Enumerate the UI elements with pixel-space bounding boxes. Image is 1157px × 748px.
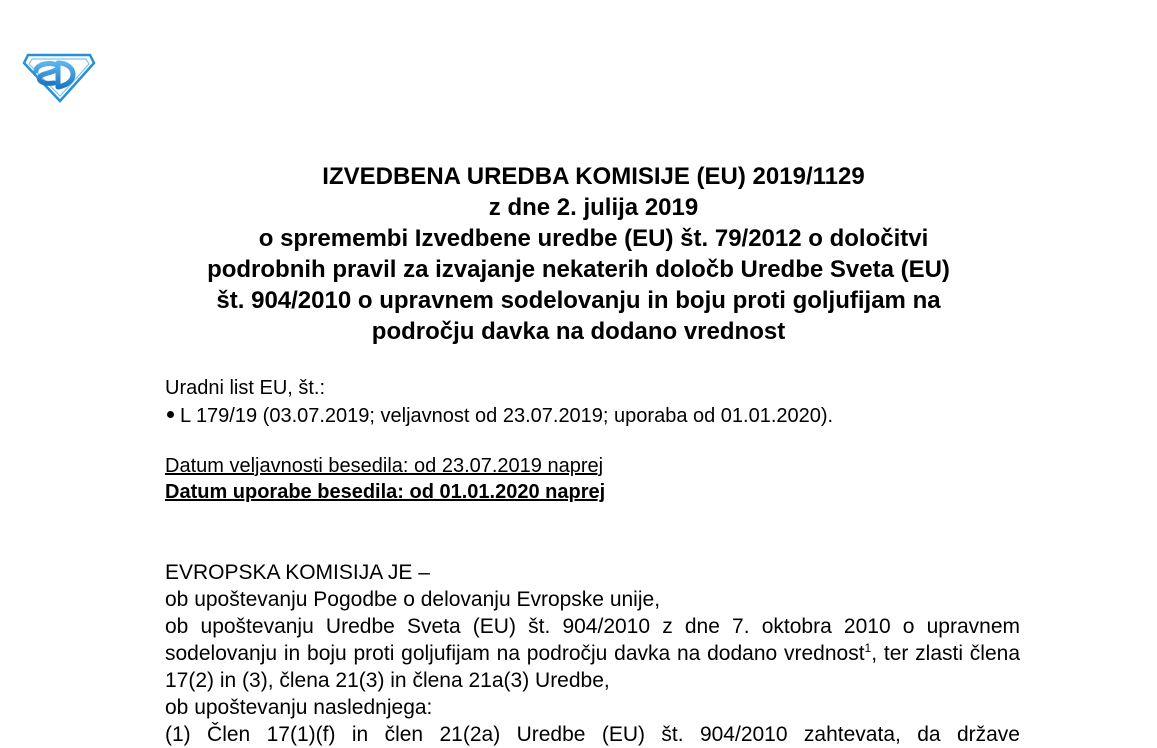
- document-body: [137, 559, 1020, 748]
- title-line-3: o spremembi Izvedbene uredbe (EU) št. 79/2012 o določitvi: [258, 225, 929, 252]
- title-line-6: področju davka na dodano vrednost: [371, 318, 786, 345]
- application-date: Datum uporabe besedila: od 01.01.2020 naprej: [165, 481, 606, 503]
- paragraph-regulation: [137, 613, 1020, 694]
- paragraph-recital-1: (1) Člen 17(1)(f) in člen 21(2a) Uredbe (EU) št. 904/2010 zahtevata, da države: [165, 723, 1020, 746]
- title-line-5: št. 904/2010 o upravnem sodelovanju in boju proti goljufijam na: [216, 287, 941, 314]
- journal-reference: [165, 374, 833, 430]
- journal-label: Uradni list EU, št.:: [165, 377, 326, 399]
- journal-entry: [165, 402, 833, 430]
- paragraph-regulation-text-b: , ter zlasti člena 17(2) in (3), člena 21(3) in člena 21a(3) Uredbe,: [165, 642, 1020, 692]
- paragraph-regulation-text-a: ob upoštevanju Uredbe Sveta (EU) št. 904/2010 z dne 7. oktobra 2010 o upravnem sodelovanju in boju proti goljufijam na področju davka na dodano vrednost: [165, 615, 1020, 665]
- title-line-1: IZVEDBENA UREDBA KOMISIJE (EU) 2019/1129: [322, 163, 865, 190]
- title-line-2: z dne 2. julija 2019: [488, 194, 699, 221]
- text-dates: [165, 453, 605, 505]
- sd-logo-icon: [22, 49, 96, 103]
- title-line-4: podrobnih pravil za izvajanje nekaterih določb Uredbe Sveta (EU): [207, 256, 950, 283]
- validity-date: Datum veljavnosti besedila: od 23.07.2019 naprej: [165, 455, 604, 477]
- document-title: [0, 161, 1157, 347]
- paragraph-treaty: ob upoštevanju Pogodbe o delovanju Evropske unije,: [165, 588, 661, 611]
- journal-entry-text: L 179/19 (03.07.2019; veljavnost od 23.07.2019; uporaba od 01.01.2020).: [180, 405, 834, 427]
- bullet-icon: [167, 411, 174, 418]
- paragraph-preamble: EVROPSKA KOMISIJA JE –: [165, 561, 430, 584]
- footnote-ref[interactable]: 1: [864, 641, 872, 655]
- sd-logo: [22, 49, 96, 103]
- paragraph-whereas: ob upoštevanju naslednjega:: [165, 696, 433, 719]
